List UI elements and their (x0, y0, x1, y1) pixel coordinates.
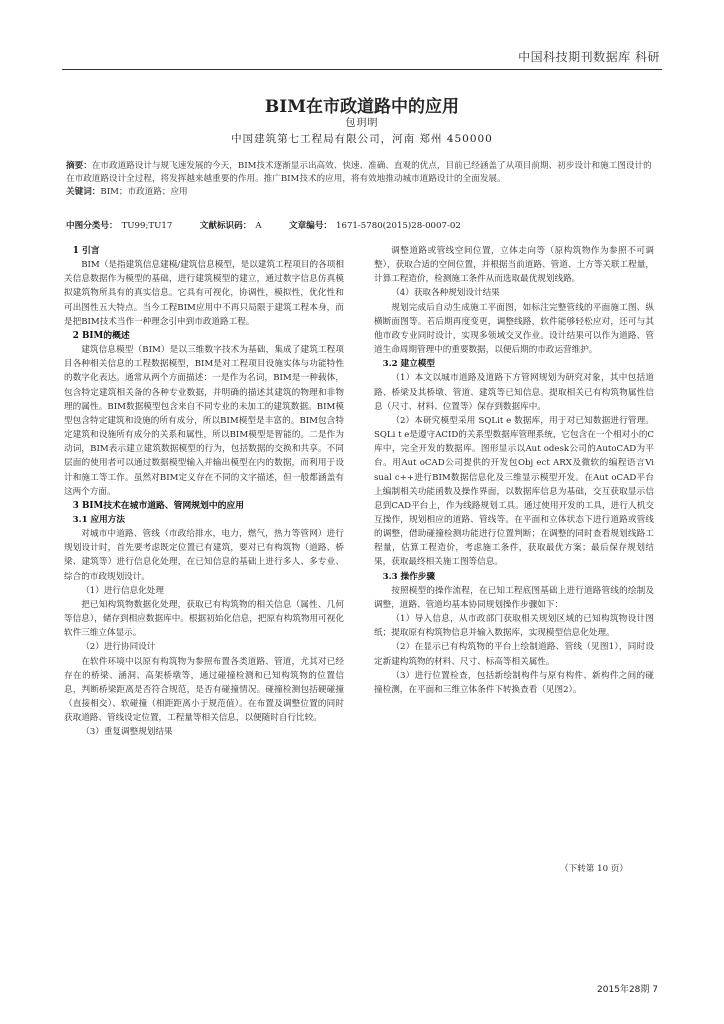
article-author: 包玥明 (345, 118, 379, 129)
subsection-heading: 3.3 操作步骤 (382, 571, 435, 582)
section-heading: 3 BIM技术在城市道路、管网规划中的应用 (72, 500, 245, 511)
abstract (66, 160, 658, 199)
clc-value: TU99;TU17 (121, 221, 173, 231)
paragraph: （2）在显示已有构筑物的平台上绘制道路、管线（见图1），同时设定新建构筑物的材料、尺寸、标高等相关属性。 (374, 642, 654, 667)
paragraph: 把已知构筑物数据化处理，获取已有构筑物的相关信息（属性、几何等信息），储存到相应数据库中。根据初始化信息，把原有构筑物用可视化软件三维立体显示。 (64, 599, 344, 639)
subsection-heading: 3.1 应用方法 (72, 514, 125, 525)
abstract-text: 在市政道路设计与规飞速发展的今天，BIM技术逐渐显示出高效、快速、准确、直观的优点，目前已经涵盖了从项目前期、初步设计和施工图设计的在市政道路设计全过程，将发挥越来越重要的作用。推广BIM技术的应用，将有效地推动城市道路设计的全面发展。 (66, 161, 652, 184)
keywords-line (66, 186, 658, 199)
article-title: BIM在市政道路中的应用 (264, 97, 460, 117)
paragraph: （1）导入信息，从市政部门获取相关规划区域的已知构筑物设计图纸；提取原有构筑物信息并输入数据库，实现模型信息化处理。 (374, 614, 654, 639)
step-heading: （1）进行信息化处理 (81, 585, 164, 596)
section-heading: 1 引言 (72, 246, 100, 256)
header-rule (62, 69, 662, 70)
step-heading: （3）重复调整规划结果 (81, 727, 173, 738)
keywords-text: BIM；市政道路；应用 (100, 187, 188, 197)
abstract-paragraph (66, 160, 658, 186)
step-heading: （4）获取各种规划设计结果 (391, 288, 500, 299)
paragraph: BIM（是指建筑信息建模/建筑信息模型，是以建筑工程项目的各项相关信息数据作为模型的基础，进行建筑模型的建立，通过数字信息仿真模拟建筑物所具有的真实信息。它具有可视化，协调性，模拟性，优化性和可出图性五大特点。当今工程BIM应用中不再只局限于建筑工程本身，而是把BIM技术当作一种理念引申到市政道路工程。 (64, 260, 344, 327)
page-footer: 2015年28期 7 (597, 985, 658, 995)
step-heading: （2）进行协同设计 (81, 642, 156, 653)
doc-code-value: A (255, 221, 262, 231)
journal-header: 中国科技期刊数据库 科研 (518, 50, 660, 64)
article-id-label: 文章编号： (289, 221, 333, 231)
paragraph: 对城市中道路、管线（市政给排水，电力，燃气，热力等管网）进行规划设计时，首先要考虑既定位置已有建筑，要对已有构筑物（道路、桥梁、建筑等）进行信息化处理，在已知信息的基础上进行多人、多专业、综合的市政规划设计。 (64, 529, 344, 582)
paragraph: （3）进行位置检查，包括新绘制构件与原有构件、新构件之间的碰撞检测，在平面和三维立体条件下转换查看（见图2）。 (374, 670, 654, 695)
keywords-label: 关键词： (66, 187, 101, 197)
paragraph: （1）本文以城市道路及道路下方管网规划为研究对象，其中包括道路、桥梁及其桥墩、管道、建筑等已知信息。提取相关已有构筑物属性信息（尺寸、材料、位置等）保存到数据库中。 (374, 373, 654, 412)
abstract-label: 摘要： (66, 161, 92, 171)
paragraph: （2）本研究模型采用 SQLit e 数据库，用于对已知数据进行管理。SQLi t e是遵守ACID的关系型数据库管理系统，它包含在一个相对小的C库中，完全开发的数据库。图形显示以Aut odesk公司的AutoCAD为平台。用Aut oCAD公司提供的开发包Obj ect ARX及微软的编程语言Vi sual c++进行BIM数据信息化及三维显示模型开发。在Aut oCAD平台上编制相关功能函数及操作界面，以数据库信息为基础，交互获取显示信息到CAD平台上，作为线路规划工具。通过使用开发的工具，进行人机交互操作，规划相应的道路、管线等。在平面和立体状态下进行道路或管线的调整，借助碰撞检测功能进行位置判断；在调整的同时查看规划线路工程量，估算工程造价，考虑施工条件，获取最优方案；最后保存规划结果，获取最终相关施工图等信息。 (374, 415, 654, 568)
article-id-value: 1671-5780(2015)28-0007-02 (336, 221, 461, 231)
left-column (64, 244, 344, 739)
paragraph: 在软件环境中以原有构筑物为参照布置各类道路、管道，尤其对已经存在的桥梁、涵洞、高架桥墩等，通过碰撞检测和已知构筑物的位置信息，判断桥梁距离是否符合规范，是否有碰撞情况。碰撞检测包括硬碰撞（直接相交）、软碰撞（相距距离小于规范值）。在布置及调整位置的同时获取道路、管线设定位置，工程量等相关信息，以便随时自行比较。 (64, 656, 344, 724)
subsection-heading: 3.2 建立模型 (382, 359, 435, 370)
paragraph: 规划完成后自动生成施工平面图，如标注完整管线的平面施工图、纵横断面图等。若后期再度变更，调整线路，软件能够轻松应对，还可与其他市政专业同时设计，实现多领域交叉作业。设计结果可以作为道路、管道生命周期管理中的重要数据，以便后期的市政运营维护。 (374, 302, 654, 356)
paragraph: 调整道路或管线空间位置，立体走向等（原构筑物作为参照不可调整），获取合适的空间位置，并根据当前道路、管道、土方等关联工程量，计算工程造价，检测施工条件从而选取最优规划线路。 (374, 246, 654, 285)
right-column (374, 244, 654, 697)
paragraph: 建筑信息模型（BIM）是以三维数字技术为基础，集成了建筑工程项目各种相关信息的工程数据模型，BIM是对工程项目设施实体与功能特性的数字化表达。通常从两个方面描述：一是作为名词，BIM是一种载体，包含特定建筑相关备的各种专业数据，并明确的描述其建筑的物理和非物理的属性。BIM数据模型包含来自不同专业的未加工的建筑数据。BIM模型包含特定建筑和设施的所有成分，所以BIM模型是丰富的。BIM包含特定建筑和设施所有成分的关系和属性，所以BIM模型是智能的。二是作为动词，BIM表示建立建筑数据模型的行为，包括数据的交换和共享。不同层面的使用者可以通过数据模型输入并输出模型在内的数据，而利用于设计和施工等工作。虽然对BIM定义存在不同的文字描述，但一般都涵盖有这两个方面。 (64, 345, 344, 497)
article-affiliation: 中国建筑第七工程局有限公司，河南 郑州 450000 (231, 133, 493, 145)
meta-line (66, 219, 666, 231)
continued-note: （下转第 10 页） (560, 864, 628, 874)
doc-code-label: 文献标识码： (199, 221, 252, 231)
paragraph: 按照模型的操作流程，在已知工程底图基础上进行道路管线的绘制及调整，道路、管道均基本协同规划操作步骤如下： (374, 585, 654, 610)
clc-label: 中图分类号： (66, 221, 118, 231)
section-heading: 2 BIM的概述 (72, 330, 130, 341)
